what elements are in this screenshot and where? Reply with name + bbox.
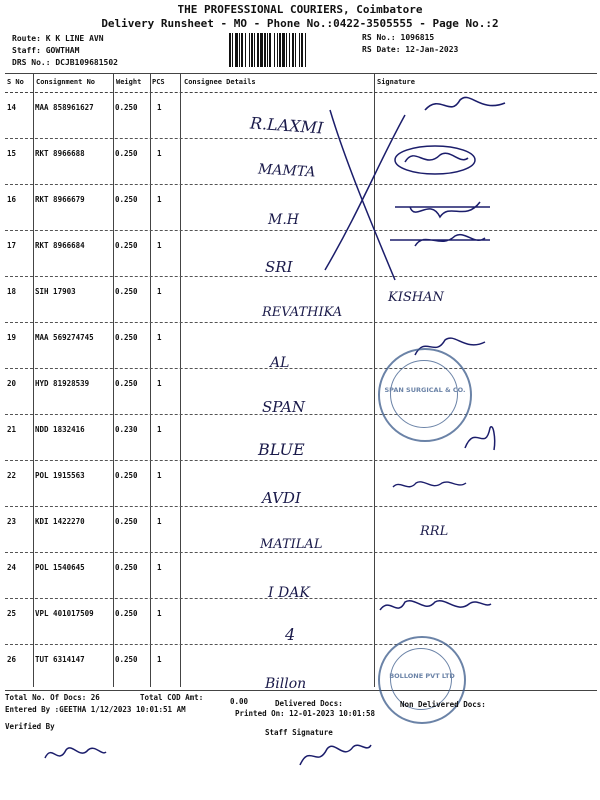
row-consignment: VPL 401017509 bbox=[35, 609, 94, 618]
barcode-bar bbox=[306, 33, 307, 67]
row-weight: 0.250 bbox=[115, 287, 138, 296]
row-pcs: 1 bbox=[157, 563, 162, 572]
row-weight: 0.250 bbox=[115, 333, 138, 342]
row-pcs: 1 bbox=[157, 425, 162, 434]
drs-number bbox=[12, 58, 118, 67]
row-consignment: MAA 858961627 bbox=[35, 103, 94, 112]
rs-date: RS Date: 12-Jan-2023 bbox=[362, 45, 459, 54]
row-weight: 0.250 bbox=[115, 609, 138, 618]
printed-on: Printed On: 12-01-2023 10:01:58 bbox=[235, 709, 375, 718]
row-pcs: 1 bbox=[157, 103, 162, 112]
staff-text: Staff: GOWTHAM bbox=[12, 46, 80, 55]
signature-mark bbox=[390, 140, 480, 180]
handwritten-name: Billon bbox=[265, 676, 307, 692]
row-weight: 0.250 bbox=[115, 103, 138, 112]
handwritten-name: BLUE bbox=[258, 440, 305, 459]
row-sno: 16 bbox=[7, 195, 17, 204]
signature-mark bbox=[420, 88, 510, 118]
total-docs: Total No. Of Docs: 26 bbox=[5, 693, 100, 702]
row-pcs: 1 bbox=[157, 517, 162, 526]
col-consignment: Consignment No bbox=[36, 78, 96, 86]
row-consignment: NDD 1832416 bbox=[35, 425, 85, 434]
table-row bbox=[5, 460, 597, 507]
row-pcs: 1 bbox=[157, 379, 162, 388]
row-consignment: HYD 81928539 bbox=[35, 379, 90, 388]
barcode-image bbox=[229, 33, 355, 67]
row-pcs: 1 bbox=[157, 287, 162, 296]
row-sno: 21 bbox=[7, 425, 17, 434]
table-row bbox=[5, 598, 597, 645]
row-pcs: 1 bbox=[157, 149, 162, 158]
row-sno: 24 bbox=[7, 563, 17, 572]
handwritten-name: M.H bbox=[268, 212, 299, 228]
row-sno: 22 bbox=[7, 471, 17, 480]
col-consignee: Consignee Details bbox=[184, 78, 256, 86]
row-pcs: 1 bbox=[157, 195, 162, 204]
signature-mark bbox=[460, 418, 500, 458]
handwritten-name: MATILAL bbox=[260, 537, 323, 552]
row-consignment: RKT 8966688 bbox=[35, 149, 85, 158]
company-stamp bbox=[378, 348, 472, 442]
row-sno: 23 bbox=[7, 517, 17, 526]
row-weight: 0.250 bbox=[115, 517, 138, 526]
row-pcs: 1 bbox=[157, 609, 162, 618]
handwritten-name: I DAK bbox=[268, 585, 310, 601]
row-consignment: MAA 569274745 bbox=[35, 333, 94, 342]
row-weight: 0.250 bbox=[115, 241, 138, 250]
table-row bbox=[5, 322, 597, 369]
handwritten-name: MAMTA bbox=[257, 161, 316, 181]
row-consignment: RKT 8966679 bbox=[35, 195, 85, 204]
handwritten-name: AL bbox=[270, 355, 290, 371]
handwritten-name: 4 bbox=[285, 625, 296, 644]
col-weight: Weight bbox=[116, 78, 142, 86]
signature-text: KISHAN bbox=[388, 290, 444, 305]
drs-label: DRS No.: bbox=[12, 58, 51, 67]
row-weight: 0.250 bbox=[115, 379, 138, 388]
row-pcs: 1 bbox=[157, 471, 162, 480]
delivered-docs: Delivered Docs: bbox=[275, 699, 343, 708]
verified-by: Verified By bbox=[5, 722, 55, 731]
runsheet-title: Delivery Runsheet - MO - Phone No.:0422-3505555 - Page No.:2 bbox=[101, 17, 499, 30]
row-sno: 18 bbox=[7, 287, 17, 296]
row-sno: 15 bbox=[7, 149, 17, 158]
non-delivered-docs: Non Delivered Docs: bbox=[400, 700, 486, 709]
stamp-text: SPAN SURGICAL & CO. bbox=[384, 386, 466, 394]
stamp-text: BOLLONE PVT LTD bbox=[389, 672, 455, 680]
company-stamp bbox=[378, 636, 466, 724]
row-pcs: 1 bbox=[157, 333, 162, 342]
row-sno: 14 bbox=[7, 103, 17, 112]
company-title: THE PROFESSIONAL COURIERS, Coimbatore bbox=[177, 3, 423, 16]
row-pcs: 1 bbox=[157, 655, 162, 664]
row-sno: 25 bbox=[7, 609, 17, 618]
signature-mark bbox=[375, 592, 495, 620]
handwritten-name: SRI bbox=[265, 258, 293, 276]
row-pcs: 1 bbox=[157, 241, 162, 250]
row-sno: 17 bbox=[7, 241, 17, 250]
drs-value: DCJB109681502 bbox=[55, 58, 118, 67]
handwritten-name: REVATHIKA bbox=[262, 305, 343, 320]
row-weight: 0.250 bbox=[115, 563, 138, 572]
route-text: Route: K K LINE AVN bbox=[12, 34, 104, 43]
row-consignment: KDI 1422270 bbox=[35, 517, 85, 526]
entered-by: Entered By :GEETHA 1/12/2023 10:01:51 AM bbox=[5, 705, 186, 714]
signature-mark bbox=[385, 228, 495, 254]
row-sno: 20 bbox=[7, 379, 17, 388]
handwritten-name: SPAN bbox=[262, 398, 305, 416]
total-cod-label: Total COD Amt: bbox=[140, 693, 204, 702]
handwritten-name: AVDI bbox=[262, 489, 301, 507]
col-sno: S No bbox=[7, 78, 24, 86]
row-sno: 26 bbox=[7, 655, 17, 664]
signature-mark bbox=[40, 738, 110, 768]
rs-number: RS No.: 1096815 bbox=[362, 33, 435, 42]
row-consignment: SIH 17903 bbox=[35, 287, 76, 296]
row-sno: 19 bbox=[7, 333, 17, 342]
row-consignment: POL 1915563 bbox=[35, 471, 85, 480]
row-consignment: RKT 8966684 bbox=[35, 241, 85, 250]
signature-mark bbox=[390, 192, 500, 228]
row-weight: 0.250 bbox=[115, 471, 138, 480]
col-signature: Signature bbox=[377, 78, 415, 86]
signature-mark bbox=[390, 475, 470, 497]
row-consignment: TUT 6314147 bbox=[35, 655, 85, 664]
handwritten-name: R.LAXMI bbox=[249, 113, 324, 138]
col-pcs: PCS bbox=[152, 78, 165, 86]
row-weight: 0.250 bbox=[115, 195, 138, 204]
signature-mark bbox=[295, 735, 375, 773]
signature-text: RRL bbox=[420, 524, 449, 539]
staff-signature-label: Staff Signature bbox=[265, 728, 333, 737]
row-weight: 0.250 bbox=[115, 149, 138, 158]
total-cod-value: 0.00 bbox=[230, 697, 249, 706]
row-weight: 0.230 bbox=[115, 425, 138, 434]
row-consignment: POL 1540645 bbox=[35, 563, 85, 572]
row-weight: 0.250 bbox=[115, 655, 138, 664]
